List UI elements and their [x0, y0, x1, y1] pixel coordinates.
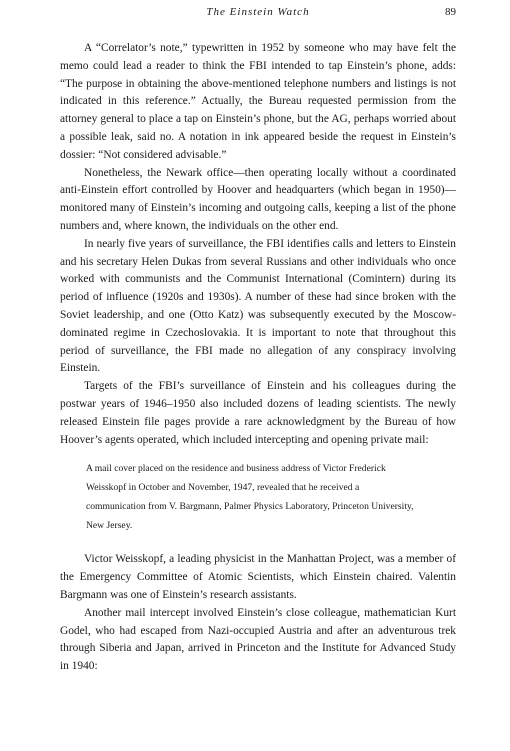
running-head: [60, 6, 456, 24]
running-title: The Einstein Watch: [206, 6, 310, 18]
paragraph-weisskopf: Victor Weisskopf, a leading physicist in the Manhattan Project, was a member of the Emergency Committee of Atomic Scientists, which Einstein chaired. Valentin Bargmann was one of Einstein’s research assistants.: [60, 553, 456, 601]
block-quote: [86, 459, 416, 535]
page-number: 89: [445, 6, 456, 18]
paragraph-surveillance: In nearly five years of surveillance, the FBI identifies calls and letters to Einstein and his secretary Helen Dukas from several Russians and other individuals who once worked with communists and the Communist International (Comintern) during its period of influence (1920s and 1930s). A number of these had since broken with the Soviet leadership, and one (Otto Katz) was subsequently executed by the Moscow-dominated regime in Czechoslovakia. It is important to note that throughout this period of surveillance, the FBI made no allegation of any conspiracy involving Einstein.: [60, 237, 456, 375]
paragraph-newark-office: Nonetheless, the Newark office—then operating locally without a coordinated anti-Einstein effort controlled by Hoover and headquarters (which began in 1950)—monitored many of Einstein’s incoming and outgoing calls, keeping a list of the phone numbers and, where known, the individuals on the other end.: [60, 166, 456, 232]
paragraph-targets: Targets of the FBI’s surveillance of Einstein and his colleagues during the postwar years of 1946–1950 also included dozens of leading scientists. The newly released Einstein file pages provide a rare acknowledgment by the Bureau of how Hoover’s agents operated, which included intercepting and opening private mail:: [60, 380, 456, 446]
paragraph-correlator-note: A “Correlator’s note,” typewritten in 1952 by someone who may have felt the memo could lead a reader to think the FBI intended to tap Einstein’s phone, adds: “The purpose in obtaining the above-mentioned telephone numbers and listings is not indicated in this reference.” Actually, the Bureau requested permission from the attorney general to place a tap on Einstein’s phone, but the AG, perhaps worried about a possible leak, said no. A notation in ink appeared beside the request in Einstein’s dossier: “Not considered advisable.”: [60, 42, 456, 161]
paragraph-godel: Another mail intercept involved Einstein’s close colleague, mathematician Kurt Godel, who had escaped from Nazi-occupied Austria and after an adventurous trek through Siberia and Japan, arrived in Princeton and the Institute for Advanced Study in 1940:: [60, 606, 456, 673]
block-quote-text: A mail cover placed on the residence and business address of Victor Frederick Weisskopf in October and November, 1947, revealed that he received a communication from V. Bargmann, Palmer Physics Laboratory, Princeton University, New Jersey.: [86, 463, 414, 532]
body-text: [60, 40, 456, 676]
